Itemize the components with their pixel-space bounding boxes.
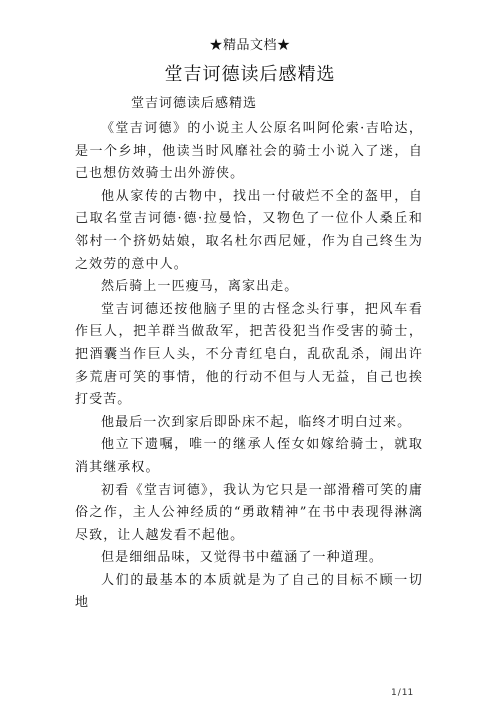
document-title: 堂吉诃德读后感精选 xyxy=(164,64,336,85)
header-mark: ★精品文档★ xyxy=(209,38,291,53)
paragraph: 他从家传的古物中，找出一付破烂不全的盔甲，自己取名堂吉诃德·德·拉曼恰，又物色了一位仆人桑丘和邻村一个挤奶姑娘，取名杜尔西尼娅，作为自己终生为之效劳的意中人。 xyxy=(75,188,423,272)
paragraph: 他立下遗嘱，唯一的继承人侄女如嫁给骑士，就取消其继承权。 xyxy=(75,437,423,475)
document-body xyxy=(75,118,423,615)
document-subtitle: 堂吉诃德读后感精选 xyxy=(131,96,258,111)
paragraph: 《堂吉诃德》的小说主人公原名叫阿伦索·吉哈达，是一个乡坤，他读当时风靡社会的骑士小说入了迷，自己也想仿效骑士出外游侠。 xyxy=(75,121,423,182)
page-current: 1 xyxy=(391,688,397,698)
paragraph: 然后骑上一匹瘦马，离家出走。 xyxy=(101,279,299,295)
page-number xyxy=(391,688,413,698)
page-separator: / xyxy=(397,688,401,698)
paragraph: 但是细细品味，又觉得书中蕴涵了一种道理。 xyxy=(101,550,384,566)
paragraph: 初看《堂吉诃德》，我认为它只是一部滑稽可笑的庸俗之作，主人公神经质的“勇敢精神”在书中表现得淋漓尽致，让人越发看不起他。 xyxy=(75,482,423,543)
paragraph: 堂吉诃德还按他脑子里的古怪念头行事，把风车看作巨人，把羊群当做敌军，把苦役犯当作受害的骑士，把酒囊当作巨人头，不分青红皂白，乱砍乱杀，闹出许多荒唐可笑的事情，他的行动不但与人无益，自己也挨打受苦。 xyxy=(75,301,423,408)
paragraph: 他最后一次到家后即卧床不起，临终才明白过来。 xyxy=(101,414,412,430)
page-total: 11 xyxy=(401,688,414,698)
paragraph: 人们的最基本的本质就是为了自己的目标不顾一切地 xyxy=(75,572,423,611)
